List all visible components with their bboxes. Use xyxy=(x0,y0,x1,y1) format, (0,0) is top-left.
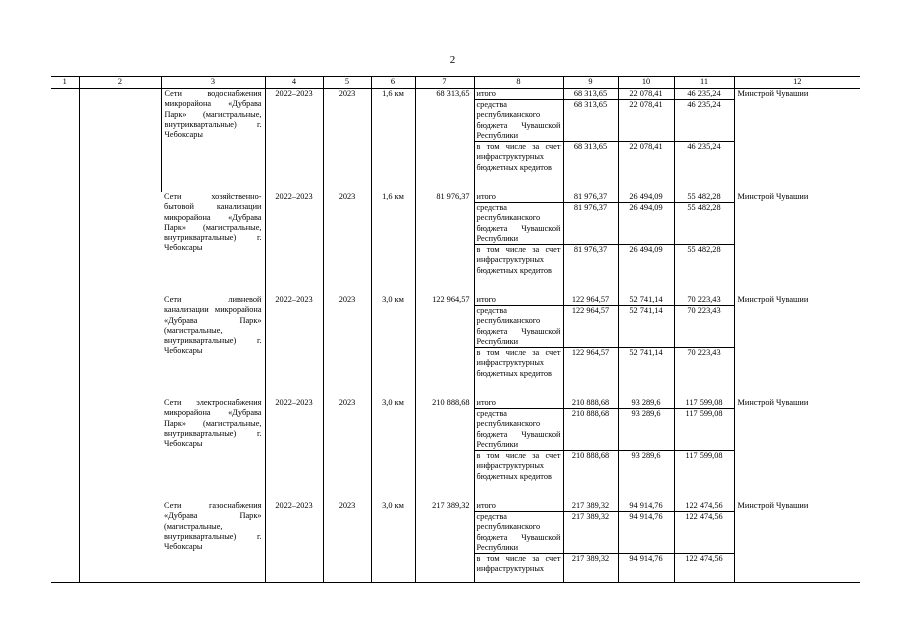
capacity-cell: 3,0 км xyxy=(371,295,415,398)
table-row xyxy=(51,398,860,501)
funding-source-line: средства республиканского бюджета Чувашской Республики xyxy=(475,512,563,554)
amount-2022-line: 52 741,14 xyxy=(619,295,674,306)
period-cell: 2022–2023 xyxy=(265,89,323,193)
funding-source-line: в том числе за счет инфраструктурных бюджетных кредитов xyxy=(476,142,561,172)
amount-total-line: 68 313,65 xyxy=(564,89,618,100)
amount-2022-line: 26 494,09 xyxy=(629,245,663,254)
period-cell: 2022–2023 xyxy=(265,295,323,398)
amount-2023-line: 70 223,43 xyxy=(675,306,734,348)
amount-2023-stack xyxy=(675,295,734,398)
header-cell: 5 xyxy=(323,77,371,89)
amount-total-line: 81 976,37 xyxy=(564,192,618,203)
amount-total-line: 68 313,65 xyxy=(564,100,618,142)
amount-2022-stack xyxy=(619,398,674,501)
amount-2023-cell xyxy=(674,89,734,193)
amount-2022-line: 22 078,41 xyxy=(629,142,663,151)
amount-2023-stack xyxy=(675,89,734,192)
amount-2022-line: 93 289,6 xyxy=(619,398,674,409)
amount-2022-line: 94 914,76 xyxy=(629,554,663,563)
amount-total-cell xyxy=(563,89,618,193)
cost-cell: 217 389,32 xyxy=(415,501,474,583)
funding-source-line: в том числе за счет инфраструктурных бюджетных кредитов xyxy=(476,451,561,481)
funding-source-line: итого xyxy=(475,192,563,203)
cost-cell: 210 888,68 xyxy=(415,398,474,501)
table-row xyxy=(51,192,860,295)
amount-2023-line: 122 474,56 xyxy=(685,554,723,563)
amount-2022-line: 52 741,14 xyxy=(619,306,674,348)
amount-2023-cell xyxy=(674,192,734,295)
funding-source-stack xyxy=(475,501,563,582)
amount-2022-stack xyxy=(619,192,674,295)
amount-total-line: 81 976,37 xyxy=(573,245,608,254)
header-cell: 2 xyxy=(79,77,161,89)
amount-total-line: 217 389,32 xyxy=(564,501,618,512)
table-row xyxy=(51,295,860,398)
amount-2022-cell xyxy=(618,192,674,295)
year-cell: 2023 xyxy=(323,398,371,501)
amount-2023-line: 55 482,28 xyxy=(687,245,721,254)
amount-total-cell xyxy=(563,501,618,583)
amount-2023-cell xyxy=(674,398,734,501)
executor-cell: Минстрой Чувашии xyxy=(734,192,860,295)
funding-source-line: итого xyxy=(475,295,563,306)
amount-2022-line: 52 741,14 xyxy=(629,348,663,357)
amount-2022-cell xyxy=(618,501,674,583)
amount-2023-line: 70 223,43 xyxy=(687,348,721,357)
amount-total-stack xyxy=(564,398,618,501)
period-cell: 2022–2023 xyxy=(265,398,323,501)
amount-total-line: 210 888,68 xyxy=(564,409,618,451)
executor-cell: Минстрой Чувашии xyxy=(734,398,860,501)
funding-source-line: в том числе за счет инфраструктурных бюджетных кредитов xyxy=(476,348,561,378)
year-cell: 2023 xyxy=(323,89,371,193)
amount-total-line: 122 964,57 xyxy=(564,295,618,306)
column-number-row xyxy=(51,77,860,89)
object-name: Сети газоснабжения «Дубрава Парк» (магистральные, внутриквартальные) г. Чебоксары xyxy=(161,501,265,583)
cost-cell: 68 313,65 xyxy=(415,89,474,193)
header-cell: 11 xyxy=(674,77,734,89)
capacity-cell: 1,6 км xyxy=(371,89,415,193)
funding-source-line: итого xyxy=(475,89,563,100)
amount-total-line: 68 313,65 xyxy=(573,142,608,151)
amount-total-line: 210 888,68 xyxy=(564,398,618,409)
funding-source-stack xyxy=(475,295,563,398)
amount-total-cell xyxy=(563,295,618,398)
capacity-cell: 1,6 км xyxy=(371,192,415,295)
amount-total-line: 217 389,32 xyxy=(571,554,610,563)
object-name: Сети электроснабжения микрорайона «Дубрава Парк» (магистральные, внутриквартальные) г. Чебоксары xyxy=(164,398,262,449)
amount-2023-line: 117 599,08 xyxy=(675,409,734,451)
funding-source-cell xyxy=(474,89,563,193)
row-number-cell xyxy=(51,89,79,583)
amount-2023-line: 55 482,28 xyxy=(675,203,734,245)
cost-cell: 122 964,57 xyxy=(415,295,474,398)
amount-2022-line: 26 494,09 xyxy=(619,203,674,245)
header-cell: 10 xyxy=(618,77,674,89)
funding-source-line: средства республиканского бюджета Чувашской Республики xyxy=(475,100,563,142)
amount-2023-line: 117 599,08 xyxy=(685,451,723,460)
amount-2022-line: 93 289,6 xyxy=(631,451,661,460)
header-cell: 7 xyxy=(415,77,474,89)
funding-source-stack xyxy=(475,398,563,501)
table-row xyxy=(51,89,860,193)
funding-source-stack xyxy=(475,192,563,295)
executor-cell: Минстрой Чувашии xyxy=(734,295,860,398)
amount-2023-stack xyxy=(675,192,734,295)
group-cell xyxy=(79,89,161,583)
amount-2023-cell xyxy=(674,295,734,398)
header-cell: 8 xyxy=(474,77,563,89)
funding-source-cell xyxy=(474,192,563,295)
amount-total-line: 210 888,68 xyxy=(571,451,610,460)
header-cell: 12 xyxy=(734,77,860,89)
amount-2023-line: 122 474,56 xyxy=(675,512,734,554)
header-cell: 9 xyxy=(563,77,618,89)
funding-source-cell xyxy=(474,501,563,583)
amount-2023-line: 122 474,56 xyxy=(675,501,734,512)
amount-2022-stack xyxy=(619,295,674,398)
amount-2022-cell xyxy=(618,89,674,193)
amount-2023-line: 46 235,24 xyxy=(687,142,721,151)
page-number: 2 xyxy=(449,54,456,66)
amount-2023-line: 46 235,24 xyxy=(675,89,734,100)
funding-source-line: в том числе за счет инфраструктурных xyxy=(476,554,561,574)
year-cell: 2023 xyxy=(323,192,371,295)
header-cell: 6 xyxy=(371,77,415,89)
amount-2023-line: 117 599,08 xyxy=(675,398,734,409)
amount-2023-line: 46 235,24 xyxy=(675,100,734,142)
amount-2022-cell xyxy=(618,398,674,501)
amount-total-stack xyxy=(564,89,618,192)
table-row xyxy=(51,501,860,583)
header-cell: 3 xyxy=(161,77,265,89)
investment-table xyxy=(51,76,860,583)
funding-source-line: средства республиканского бюджета Чувашской Республики xyxy=(475,203,563,245)
funding-source-line: средства республиканского бюджета Чувашской Республики xyxy=(475,409,563,451)
executor-cell: Минстрой Чувашии xyxy=(734,501,860,583)
table-body xyxy=(51,89,860,583)
year-cell: 2023 xyxy=(323,501,371,583)
funding-source-line: итого xyxy=(475,398,563,409)
funding-source-stack xyxy=(475,89,563,192)
amount-2023-line: 55 482,28 xyxy=(675,192,734,203)
amount-total-line: 122 964,57 xyxy=(571,348,610,357)
capacity-cell: 3,0 км xyxy=(371,501,415,583)
amount-2022-stack xyxy=(619,89,674,192)
object-name: Сети хозяйственно-бытовой канализации микрорайона «Дубрава Парк» (магистральные, внутриквартальные) г. Чебоксары xyxy=(164,192,262,253)
amount-2022-line: 93 289,6 xyxy=(619,409,674,451)
amount-total-cell xyxy=(563,398,618,501)
amount-2023-stack xyxy=(675,501,734,582)
capacity-cell: 3,0 км xyxy=(371,398,415,501)
header-cell: 4 xyxy=(265,77,323,89)
amount-2022-cell xyxy=(618,295,674,398)
amount-total-stack xyxy=(564,501,618,582)
amount-2022-line: 94 914,76 xyxy=(619,512,674,554)
cost-cell: 81 976,37 xyxy=(415,192,474,295)
header-cell: 1 xyxy=(51,77,79,89)
funding-source-line: средства республиканского бюджета Чувашской Республики xyxy=(475,306,563,348)
object-name: Сети ливневой канализации микрорайона «Дубрава Парк» (магистральные, внутриквартальные) г. Чебоксары xyxy=(164,295,262,356)
funding-source-cell xyxy=(474,295,563,398)
amount-total-stack xyxy=(564,192,618,295)
amount-2022-line: 22 078,41 xyxy=(619,89,674,100)
amount-total-cell xyxy=(563,192,618,295)
amount-total-line: 122 964,57 xyxy=(564,306,618,348)
amount-2023-stack xyxy=(675,398,734,501)
amount-2022-stack xyxy=(619,501,674,582)
funding-source-line: итого xyxy=(475,501,563,512)
amount-2022-line: 94 914,76 xyxy=(619,501,674,512)
amount-2023-cell xyxy=(674,501,734,583)
funding-source-cell xyxy=(474,398,563,501)
amount-total-line: 81 976,37 xyxy=(564,203,618,245)
amount-2022-line: 26 494,09 xyxy=(619,192,674,203)
executor-cell: Минстрой Чувашии xyxy=(734,89,860,193)
amount-2023-line: 70 223,43 xyxy=(675,295,734,306)
period-cell: 2022–2023 xyxy=(265,501,323,583)
amount-2022-line: 22 078,41 xyxy=(619,100,674,142)
period-cell: 2022–2023 xyxy=(265,192,323,295)
amount-total-line: 217 389,32 xyxy=(564,512,618,554)
funding-source-line: в том числе за счет инфраструктурных бюджетных кредитов xyxy=(476,245,561,275)
object-name: Сети водоснабжения микрорайона «Дубрава Парк» (магистральные, внутриквартальные) г. Чебоксары xyxy=(161,89,265,193)
year-cell: 2023 xyxy=(323,295,371,398)
amount-total-stack xyxy=(564,295,618,398)
